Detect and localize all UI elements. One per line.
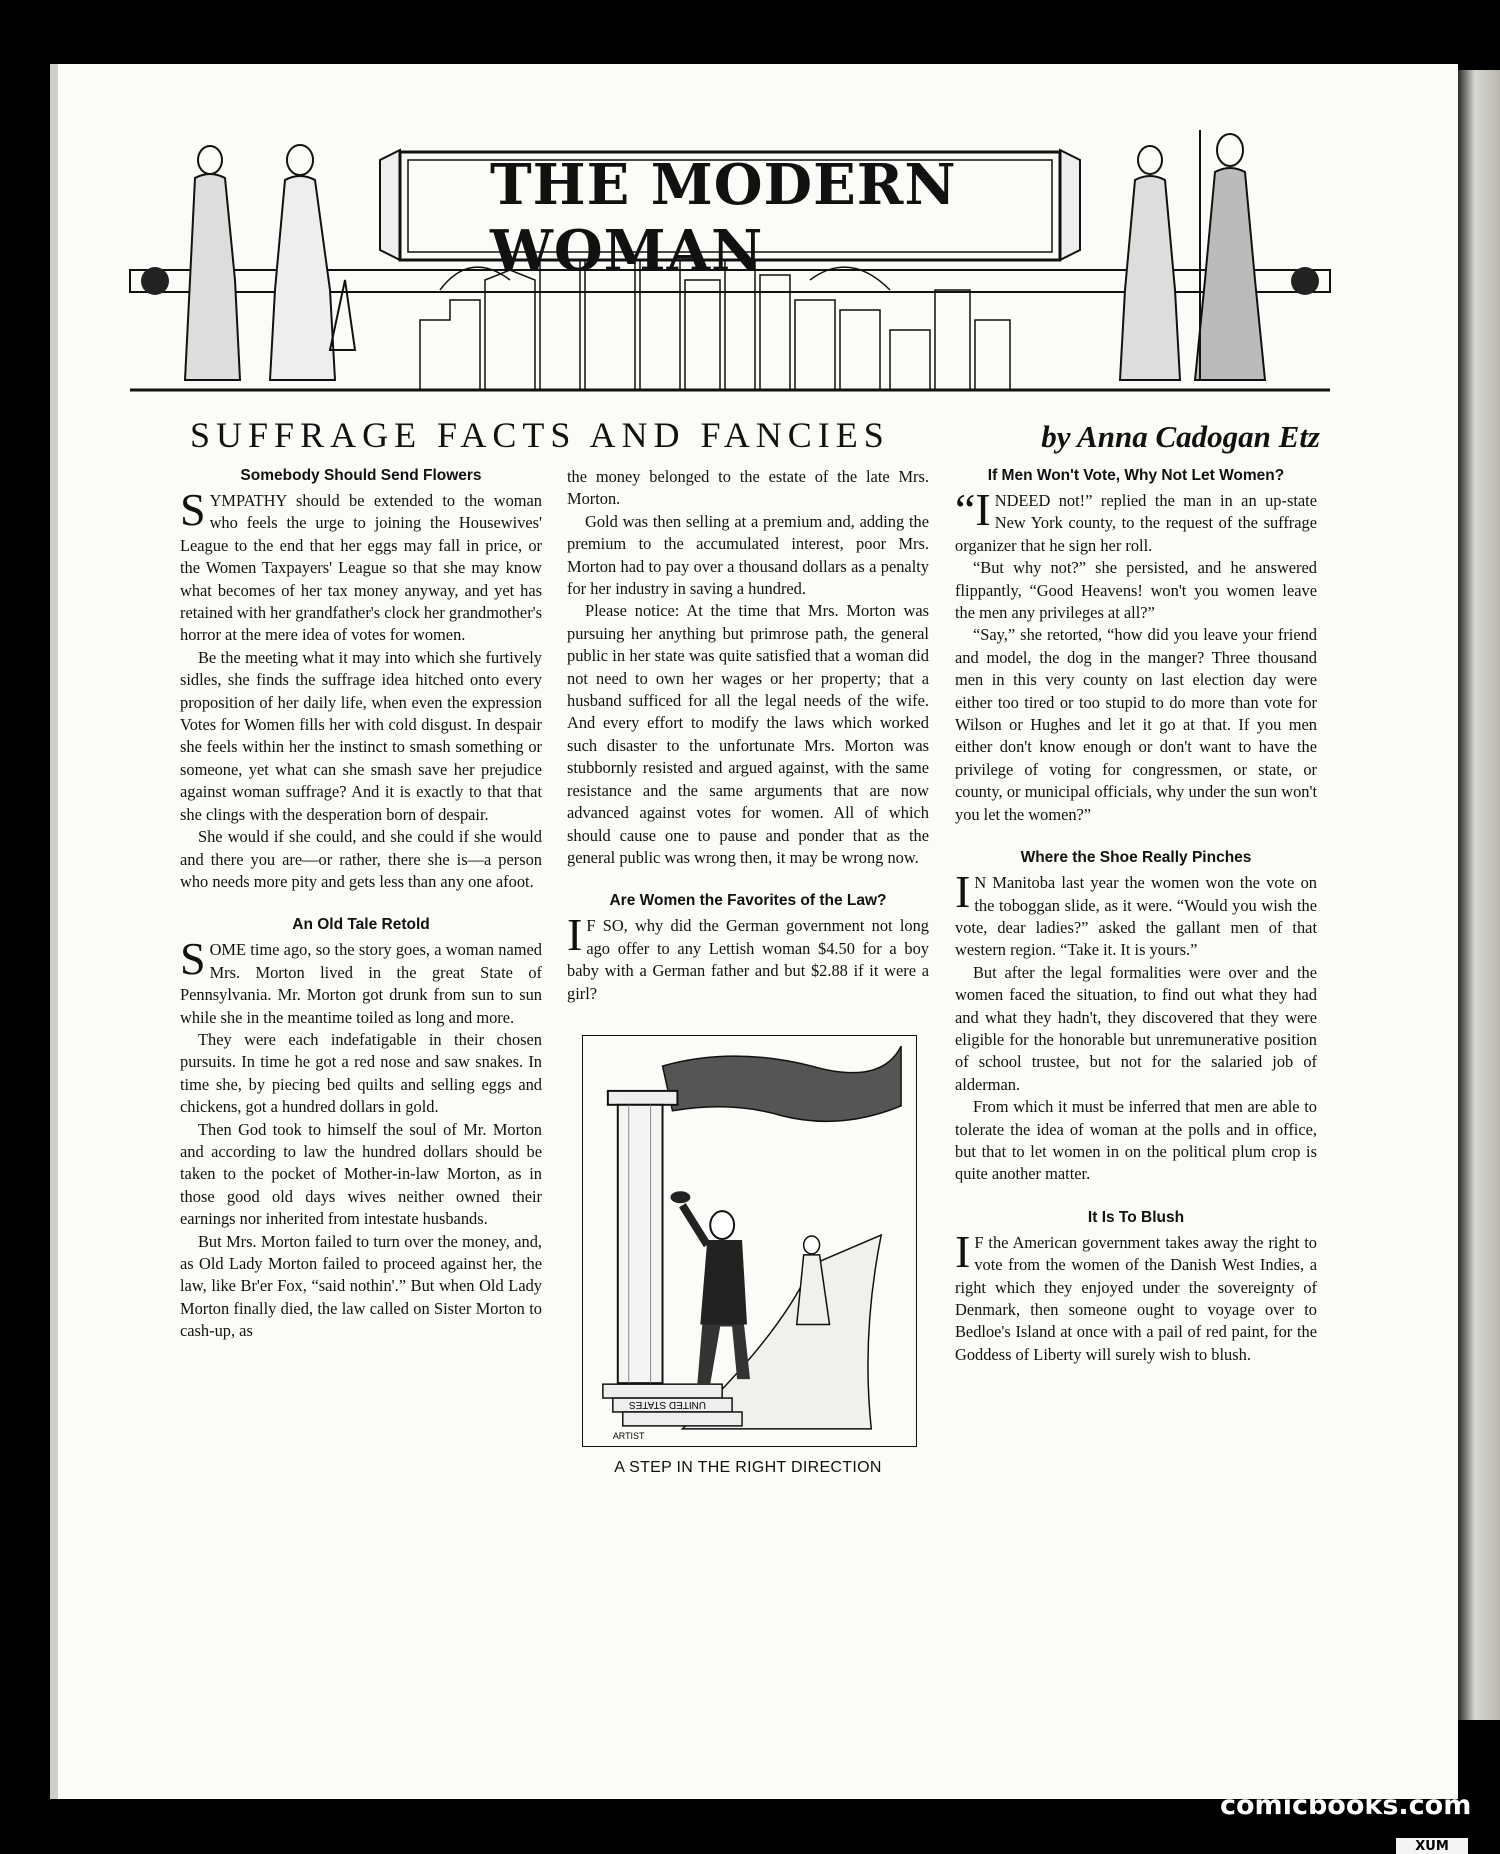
column-1 xyxy=(180,466,542,1343)
paragraph: They were each indefatigable in their chosen pursuits. In time he got a red nose and saw snakes. In time she, by piecing bed quilts and selling eggs and chickens, got a hundred dollars in gold. xyxy=(180,1029,542,1117)
paragraph: From which it must be inferred that men are able to tolerate the idea of woman at the polls and in office, but that to let women in on the political plum crop is quite another matter. xyxy=(955,1097,1317,1184)
page-left-edge xyxy=(50,64,58,1799)
cartoon-drawing xyxy=(583,1036,916,1446)
drop-cap: I xyxy=(955,1225,971,1277)
paragraph: Gold was then selling at a premium and, adding the premium to the accumulated interest, poor Mrs. Morton had to pay over a thousand dollars as a penalty for her industry in saving a hundred. xyxy=(567,511,929,599)
subheading: If Men Won't Vote, Why Not Let Women? xyxy=(987,467,1285,484)
paragraph: But Mrs. Morton failed to turn over the money, and, as Old Lady Morton failed to proceed against her, the law, like Br'er Fox, “said nothin'.” But when Old Lady Morton finally died, the law called on Sister Morton to cash-up, as xyxy=(180,1231,542,1341)
subheading: Where the Shoe Really Pinches xyxy=(1020,849,1252,867)
subheading: An Old Tale Retold xyxy=(292,916,430,934)
paragraph: the money belonged to the estate of the late Mrs. Morton. xyxy=(567,467,929,509)
next-page-edge xyxy=(1458,70,1500,1720)
drop-cap: “I xyxy=(955,484,991,535)
paragraph-text: YMPATHY should be extended to the woman who feels the urge to joining the Housewives' League to the end that her eggs may fall in price, or the Women Taxpayers' League so that she may know what becomes of her tax money anyway, and yet has retained with her grandfather's clock her grandmother's horror at the mere idea of votes for women. xyxy=(180,491,542,645)
paragraph: “But why not?” she persisted, and he answered flippantly, “Good Heavens! won't you women leave the men any privileges at all?” xyxy=(955,558,1317,623)
paragraph-text: OME time ago, so the story goes, a woman named Mrs. Morton lived in the great State of Pennsylvania. Mr. Morton got drunk from sun to sun while she in the meantime toiled as long and more. xyxy=(180,940,542,1027)
paragraph: She would if she could, and she could if she would and there you are—or rather, there she is—a person who needs more pity and gets less than any one afoot. xyxy=(180,827,542,891)
subheading: It Is To Blush xyxy=(1087,1208,1185,1226)
artist-signature: ARTIST xyxy=(612,1430,645,1441)
subheading: Are Women the Favorites of the Law? xyxy=(609,892,887,910)
paragraph: Please notice: At the time that Mrs. Morton was pursuing her anything but primrose path, the general public in her state was quite satisfied that a woman did not need to own her wages or her property; that a husband sufficed for all the legal needs of the wife. And every effort to modify the laws which worked such disaster to the unfortunate Mrs. Morton was stubbornly resisted and argued against, with the same resistance and the same arguments that are now advanced against votes for women. All of which should cause one to pause and ponder that as the general public was wrong then, it may be wrong now. xyxy=(567,601,929,867)
paragraph xyxy=(955,484,1317,557)
cartoon-illustration xyxy=(582,1035,917,1447)
paragraph-text: F the American government takes away the right to vote from the women of the Danish West Indies, a right which they enjoyed under the sovereignty of Denmark, then someone ought to voyage over to Bedloe's Island at once with a pail of red paint, for the Goddess of Liberty will surely wish to blush. xyxy=(955,1232,1317,1364)
paragraph-text: N Manitoba last year the women won the vote on the toboggan slide, as it were. “Would you wish the vote, dear ladies?” asked the gallant men of that western region. “Take it. It is yours.” xyxy=(955,873,1317,960)
paragraph xyxy=(180,933,542,1029)
article-headline xyxy=(190,414,1320,464)
paragraph-text: F SO, why did the German government not long ago offer to any Lettish woman $4.50 for a boy baby with a German father and but $2.88 if it were a girl? xyxy=(567,916,929,1003)
paragraph: Then God took to himself the soul of Mr. Morton and according to law the hundred dollars should be taken to the pocket of Mother-in-law Morton, as in those good old days wives neither owned their earnings nor inherited from intestate husbands. xyxy=(180,1119,542,1229)
paragraph: Be the meeting what it may into which she furtively sidles, she finds the suffrage idea hitched onto every proposition of her daily life, when even the expression Votes for Women fills her with cold disgust. In despair she feels within her the instinct to smash something or someone, yet what can she smash save her prejudice against woman suffrage? And it is exactly to that that she clings with the desperation born of despair. xyxy=(180,647,542,824)
subheading: Somebody Should Send Flowers xyxy=(240,467,482,484)
paragraph xyxy=(180,484,542,647)
paragraph xyxy=(567,909,929,1005)
header-illustration xyxy=(90,100,1370,400)
cartoon-caption: A STEP IN THE RIGHT DIRECTION xyxy=(614,1458,882,1476)
article-byline: by Anna Cadogan Etz xyxy=(1041,419,1320,454)
site-watermark: comicbooks.com xyxy=(1220,1790,1472,1821)
article-title: SUFFRAGE FACTS AND FANCIES xyxy=(190,415,890,455)
paragraph: But after the legal formalities were over and the women faced the situation, to find out what they had and what they hadn't, they discovered that they were eligible for the honorable but unremunerative position of school trustee, but not for the salaried job of alderman. xyxy=(955,962,1317,1094)
column-3 xyxy=(955,466,1317,1366)
drop-cap: I xyxy=(567,909,583,961)
drop-cap: I xyxy=(955,866,971,918)
paragraph-text: NDEED not!” replied the man in an up-state New York county, to the request of the suffrage organizer that he sign her roll. xyxy=(955,491,1317,555)
step-label: UNITED STATES xyxy=(629,1398,706,1410)
corner-tag: XUM xyxy=(1396,1838,1468,1854)
column-2 xyxy=(567,466,929,1477)
paragraph: “Say,” she retorted, “how did you leave your friend and model, the dog in the manger? Three thousand men in this very county on last election day were either too tired or too stupid to do more than vote for Wilson or Hughes and let it go at that. If you men either don't know enough or don't want to have the privilege of voting for congressmen, or state, or county, or municipal officials, why under the sun won't you let the women?” xyxy=(955,625,1317,824)
section-title: THE MODERN WOMAN xyxy=(490,152,957,284)
paragraph xyxy=(955,866,1317,962)
drop-cap: S xyxy=(180,484,206,535)
paragraph xyxy=(955,1225,1317,1366)
drop-cap: S xyxy=(180,933,206,985)
